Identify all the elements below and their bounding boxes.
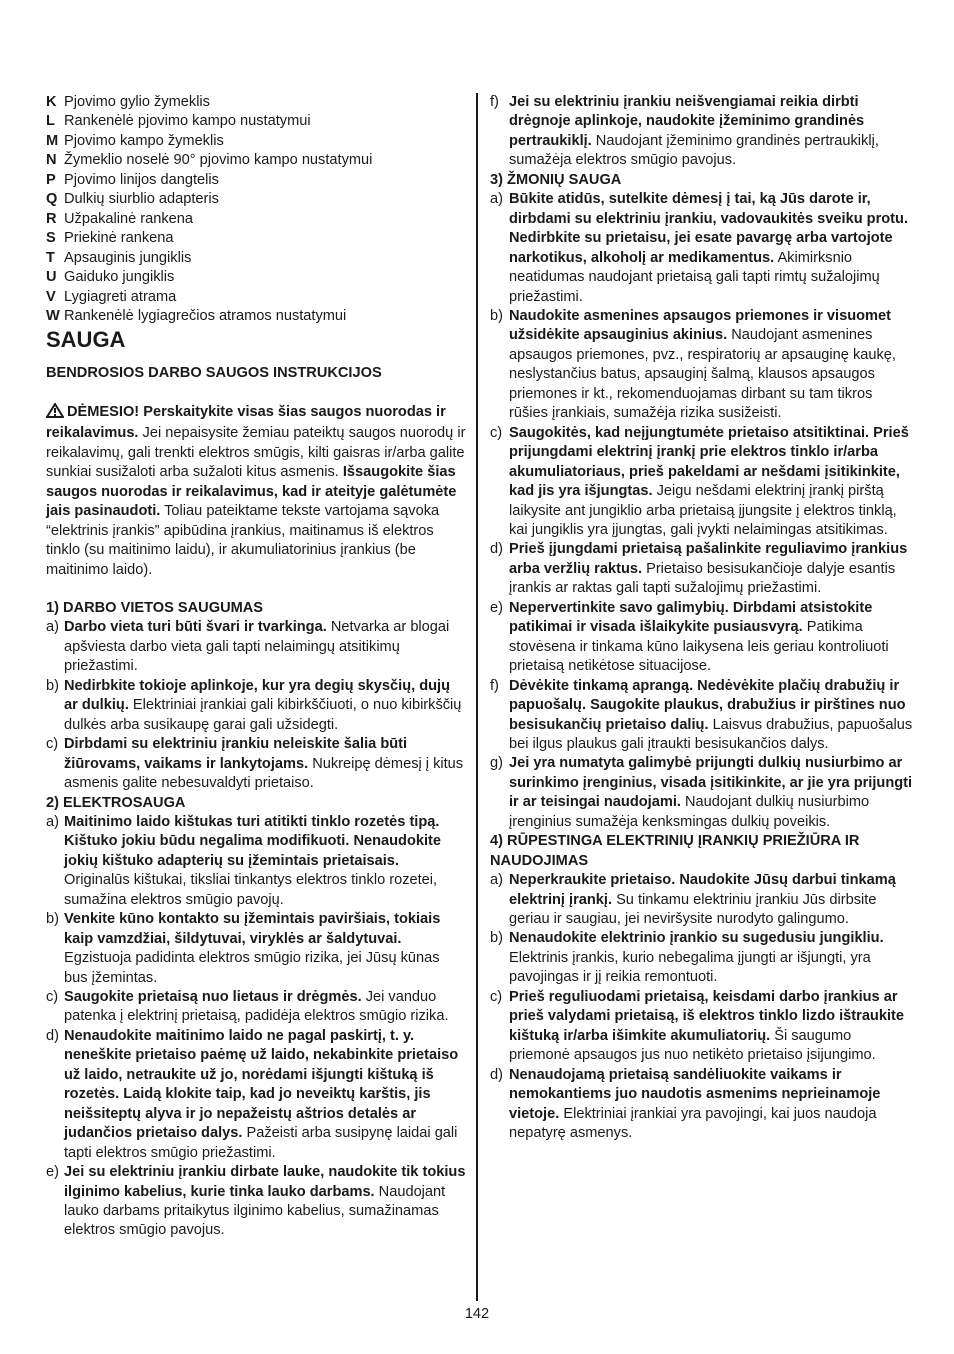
item-label: d) (490, 1066, 503, 1083)
item-label: a) (46, 813, 59, 830)
legend-item (46, 210, 466, 229)
warning-text-1: Jei nepaisysite žemiau pateiktų saugos nuorodų ir reikalavimų, gali trenkti elektros smūgis, kilti gaisras ir/arba galite sunkiai susižaloti arba sužaloti kitus asmenis. (46, 425, 466, 481)
column-divider (476, 93, 478, 1301)
legend-text: Žymeklio noselė 90° pjovimo kampo nustatymui (64, 152, 373, 169)
legend-text: Priekinė rankena (64, 230, 174, 247)
legend-text: Gaiduko jungiklis (64, 269, 175, 286)
sec4-item-b (490, 929, 914, 987)
legend-key: P (46, 171, 56, 188)
legend-item (46, 288, 466, 307)
sec4-heading: 4) RŪPESTINGA ELEKTRINIŲ ĮRANKIŲ PRIEŽIŪRA IR NAUDOJIMAS (490, 833, 860, 869)
item-bold: Saugokite prietaisą nuo lietaus ir drėgmės. (64, 989, 362, 1006)
legend-key: M (46, 132, 59, 149)
item-label: c) (490, 424, 503, 441)
item-text: Akimirksnio neatidumas naudojant prietaisą gali tapti rimtų sužalojimų priežastimi. (509, 249, 880, 305)
legend-list (46, 93, 466, 326)
item-bold: Venkite kūno kontakto su įžemintais paviršiais, tokiais kaip vamzdžiai, šildytuvai, viryklės ar šaldytuvai. (64, 911, 441, 947)
section-title: SAUGA (46, 327, 126, 353)
legend-text: Pjovimo gylio žymeklis (64, 94, 210, 110)
sec1-heading: 1) DARBO VIETOS SAUGUMAS (46, 599, 264, 616)
right-column (490, 93, 914, 1143)
sec3-item-f (490, 677, 914, 755)
item-label: b) (46, 911, 59, 928)
legend-item (46, 171, 466, 190)
legend-text: Rankenėlė lygiagrečios atramos nustatymui (64, 307, 347, 324)
item-text: Jei vanduo patenka į elektrinį prietaisą, padidėja elektros smūgio rizika. (64, 989, 449, 1025)
legend-key: N (46, 152, 57, 169)
item-text: Originalūs kištukai, tiksliai tinkantys elektros tinklo rozetei, sumažina elektros smūgio pavojų. (64, 872, 438, 908)
warning-text-2: Toliau pateiktame tekste vartojama sąvoka “elektrinis įrankis” apibūdina įrankius, maitinamus iš elektros tinklo (su maitinimo laidu), ir akumuliatorinius įrankius (be maitinimo laido). (46, 503, 440, 578)
item-text: Naudojant dulkių nusiurbimo įrenginius sumažėja kenksmingas dulkių poveikis. (509, 794, 870, 830)
sec4-item-c (490, 988, 914, 1066)
warning-triangle-icon (46, 403, 64, 424)
item-label: c) (46, 989, 59, 1006)
legend-text: Lygiagreti atrama (64, 288, 177, 305)
legend-key: L (46, 113, 55, 130)
sec1-item-b (46, 677, 466, 735)
item-bold: Jei su elektriniu įrankiu dirbate lauke, naudokite tik tokius ilginimo kabelius, kurie tinka lauko darbams. (64, 1164, 466, 1200)
warning-paragraph (46, 403, 466, 580)
sec1-item-a (46, 618, 466, 676)
item-label: b) (46, 677, 59, 694)
item-label: a) (490, 191, 503, 208)
item-bold: Nenaudokite maitinimo laido ne pagal paskirtį, t. y. neneškite prietaiso paėmę už laido, nekabinkite prietaiso už laido, netraukite už jo, norėdami išjungti kištuką iš rozetės. Laidą klokite taip, kad jo neveiktų karštis, jis neišsiteptų alyva ir jo nepažeistų aštrios detalės ar judančios prietaiso dalys. (64, 1027, 459, 1142)
legend-key: R (46, 210, 57, 227)
sec2-item-c (46, 988, 466, 1027)
item-text: Pažeisti arba susipynę laidai gali tapti elektros smūgio priežastimi. (64, 1125, 458, 1161)
item-text: Elektriniai įrankiai yra pavojingi, kai juos naudoja nepatyrę asmenys. (509, 1105, 877, 1142)
item-bold: Jei yra numatyta galimybė prijungti dulkių nusiurbimo ar surinkimo įrenginius, visada įsitikinkite, ar jie yra prijungti ir ar teisingai naudojami. (509, 755, 913, 811)
item-label: e) (46, 1164, 59, 1181)
legend-key: U (46, 269, 57, 286)
legend-item (46, 268, 466, 287)
item-label: f) (490, 94, 499, 110)
sec3-item-g (490, 754, 914, 832)
item-text: Nukreipę dėmesį į kitus asmenis galite nebesuvaldyti prietaiso. (64, 755, 464, 792)
item-bold: Dirbdami su elektriniu įrankiu neleiskite šalia būti žiūrovams, vaikams ir lankytojams. (64, 736, 408, 772)
legend-text: Pjovimo kampo žymeklis (64, 132, 224, 149)
item-text: Su tinkamu elektriniu įrankiu Jūs dirbsite geriau ir saugiau, jei neviršysite nurodyto galingumo. (509, 891, 877, 928)
left-column (46, 93, 466, 1241)
item-text: Netvarka ar blogai apšviesta darbo vieta gali tapti nelaimingų atsitikimų priežastimi. (64, 619, 450, 675)
item-bold: Dėvėkite tinkamą aprangą. Nedėvėkite plačių drabužių ir papuošalų. Saugokite plaukus, drabužius ir pirštines nuo besisukančių prietaiso dalių. (509, 677, 906, 733)
page-number: 142 (464, 1306, 490, 1322)
warning-bold-2: Išsaugokite šias saugos nuorodas ir reikalavimus, kad ir ateityje galėtumėte jais pasinaudoti. (46, 464, 457, 520)
item-label: b) (490, 307, 503, 324)
item-bold: Prieš įjungdami prietaisą pašalinkite reguliavimo įrankius arba veržlių raktus. (509, 541, 908, 577)
item-bold: Darbo vieta turi būti švari ir tvarkinga. (64, 619, 327, 636)
sec2-item-a (46, 813, 466, 910)
legend-item (46, 93, 466, 112)
sec2-item-b (46, 910, 466, 988)
item-bold: Naudokite asmenines apsaugos priemones ir visuomet užsidėkite apsauginius akinius. (509, 307, 891, 344)
legend-item (46, 229, 466, 248)
sec3-item-c (490, 424, 914, 541)
item-bold: Prieš reguliuodami prietaisą, keisdami darbo įrankius ar prieš valydami prietaisą, iš elektros tinklo lizdo ištraukite kištuką ir/arba išimkite akumuliatorių. (509, 988, 904, 1044)
sec4-item-d (490, 1066, 914, 1144)
item-text: Patikima stovėsena ir tinkama kūno laikysena leis geriau kontroliuoti prietaisą netikėtose situacijose. (509, 619, 889, 675)
item-text: Egzistuoja padidinta elektros smūgio rizika, jei Jūsų kūnas bus įžemintas. (64, 950, 440, 986)
sec2-item-d (46, 1027, 466, 1163)
item-bold: Būkite atidūs, sutelkite dėmesį į tai, ką Jūs darote ir, dirbdami su elektriniu įrankiu, vadovaukitės sveiku protu. Nedirbkite su prietaisu, jei esate pavargę arba vartojote narkotikus, alkoholį ar medikamentus. (509, 191, 909, 266)
legend-item (46, 151, 466, 170)
sec2-heading: 2) ELEKTROSAUGA (46, 794, 186, 811)
legend-item (46, 132, 466, 151)
item-text: Laisvus drabužius, papuošalus bei ilgus plaukus gali įtraukti besisukančios dalys. (509, 716, 913, 752)
item-label: f) (490, 677, 499, 694)
sec1-item-c (46, 735, 466, 793)
item-bold: Jei su elektriniu įrankiu neišvengiamai reikia dirbti drėgnoje aplinkoje, naudokite įžeminimo grandinės pertraukiklį. (509, 94, 865, 149)
item-label: c) (490, 988, 503, 1005)
item-label: c) (46, 736, 59, 753)
legend-text: Apsauginis jungiklis (64, 249, 192, 266)
item-text: Naudojant asmenines apsaugos priemones, pvz., respiratorių ar apsauginę kaukę, neslystančius batus, apsauginį šalmą, klausos apsaugos priemones ir kt., rekomenduojamas dirbant su tam tikros rūšies įrankiais, sumažėja rizika susižeisti. (509, 327, 896, 422)
legend-key: V (46, 288, 56, 305)
legend-key: S (46, 230, 56, 247)
legend-text: Užpakalinė rankena (64, 210, 193, 227)
legend-text: Rankenėlė pjovimo kampo nustatymui (64, 113, 311, 130)
item-bold: Maitinimo laido kištukas turi atitikti tinklo rozetės tipą. Kištuko jokiu būdu negalima modifikuoti. Nenaudokite jokių kištuko adapterių su įžemintais prietaisais. (64, 813, 442, 869)
item-label: d) (490, 541, 503, 558)
sec3-item-b (490, 307, 914, 424)
item-bold: Nenaudojamą prietaisą sandėliuokite vaikams ir nemokantiems juo naudotis asmenims neprieinamoje vietoje. (509, 1066, 881, 1122)
item-text: Elektrinis įrankis, kurio nebegalima įjungti ar išjungti, yra pavojingas ir jį reikia remontuoti. (509, 949, 871, 986)
item-label: e) (490, 599, 503, 616)
item-label: g) (490, 755, 503, 772)
item-text: Jeigu nešdami elektrinį įrankį pirštą laikysite ant jungiklio arba prietaisą įjungsite į elektros tinklą, kai jungiklis yra įjungtas, gali įvykti nelaimingas atsitikimas. (509, 483, 897, 538)
item-label: b) (490, 930, 503, 947)
item-label: a) (46, 619, 59, 636)
legend-key: T (46, 249, 55, 266)
sec3-item-a (490, 190, 914, 307)
warning-bold-1: DĖMESIO! Perskaitykite visas šias saugos nuorodas ir reikalavimus. (46, 403, 446, 442)
legend-item (46, 249, 466, 268)
legend-text: Dulkių siurblio adapteris (64, 191, 219, 208)
sec3-heading: 3) ŽMONIŲ SAUGA (490, 171, 622, 188)
legend-item (46, 112, 466, 131)
legend-key: W (46, 307, 60, 324)
item-text: Elektriniai įrankiai gali kibirkščiuoti, o nuo kibirkščių dulkės arba susikaupę garai gali užsidegti. (64, 697, 462, 733)
sec4-item-a (490, 871, 914, 929)
legend-text: Pjovimo linijos dangtelis (64, 171, 219, 188)
item-bold: Nenaudokite elektrinio įrankio su sugedusiu jungikliu. (509, 930, 884, 947)
item-label: d) (46, 1027, 59, 1044)
sec3-item-d (490, 540, 914, 598)
sec2-item-e (46, 1163, 466, 1241)
item-text: Naudojant įžeminimo grandinės pertraukiklį, sumažėja elektros smūgio pavojus. (509, 132, 879, 169)
item-label: a) (490, 872, 503, 889)
item-bold: Neperkraukite prietaiso. Naudokite Jūsų darbui tinkamą elektrinį įrankį. (509, 872, 896, 908)
general-heading: BENDROSIOS DARBO SAUGOS INSTRUKCIJOS (46, 365, 382, 382)
item-text: Naudojant lauko darbams pritaikytus ilginimo kabelius, sumažinamas elektros smūgio pavojus. (64, 1183, 446, 1239)
legend-item (46, 190, 466, 209)
sec2-item-f (490, 93, 914, 171)
legend-key: K (46, 94, 57, 110)
legend-item (46, 307, 466, 326)
item-bold: Nedirbkite tokioje aplinkoje, kur yra degių skysčių, dujų ar dulkių. (64, 677, 451, 714)
sec3-item-e (490, 599, 914, 677)
item-bold: Nepervertinkite savo galimybių. Dirbdami atsistokite patikimai ir visada išlaikykite pusiausvyrą. (509, 599, 873, 636)
legend-key: Q (46, 191, 58, 208)
item-text: Ši saugumo priemonė apsaugos jus nuo netikėto prietaiso įsijungimo. (509, 1027, 876, 1064)
item-text: Prietaiso besisukančioje dalyje esantis įrankis ar raktas gali tapti sužalojimų priežastimi. (509, 560, 896, 597)
item-bold: Saugokitės, kad neįjungtumėte prietaiso atsitiktinai. Prieš prijungdami elektrinį įrankį prie elektros tinklo ir/arba akumuliatoriaus, prieš pakeldami ar nešdami įsitikinkite, kad jis yra išjungtas. (509, 424, 909, 500)
